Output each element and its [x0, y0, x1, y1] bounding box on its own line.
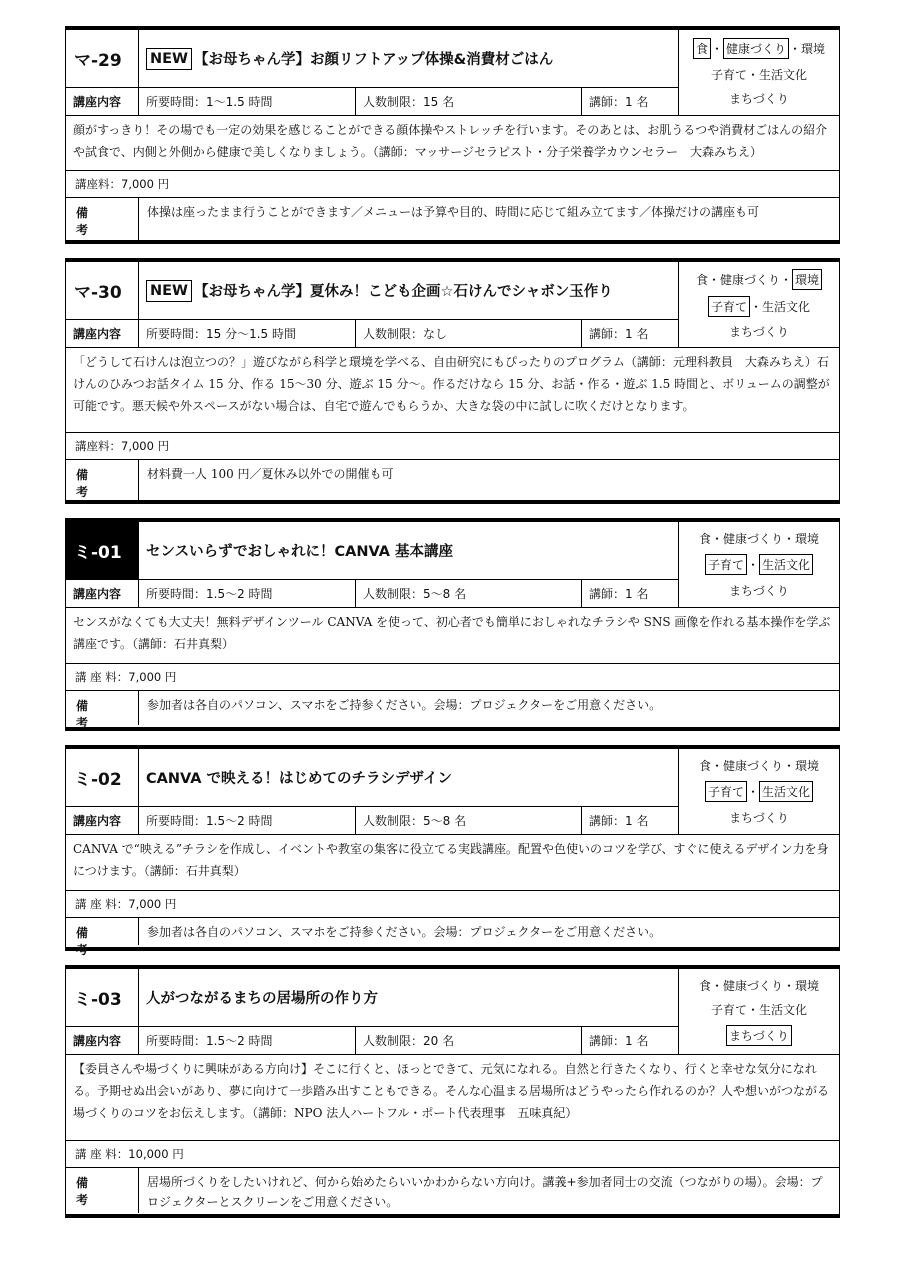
course-card-mi01 [65, 518, 840, 731]
capacity: 人数制限：15 名 [356, 88, 582, 115]
course-description: 「どうして石けんは泡立つの？」遊びながら科学と環境を学べる、自由研究にもぴったりのプログラム（講師：元理科教員 大森みちえ）石けんのひみつお話タイム 15 分、作る 15～30 分、遊ぶ 15 分～。作るだけなら 15 分、お話・作る・遊ぶ 1.5 時間と、ボリュームの調整が可能です。悪天候や外スペースがない場合は、自宅で遊んでもらうか、大きな袋の中に試しに吹くだけとなります。 [66, 348, 839, 433]
duration: 所要時間：15 分～1.5 時間 [139, 320, 356, 347]
tag-sep: ・ [710, 41, 723, 56]
duration: 所要時間：1.5～2 時間 [139, 1027, 356, 1054]
course-code: マ-30 [66, 262, 139, 319]
instructor-count: 講師：1 名 [582, 88, 679, 115]
new-badge: NEW [146, 280, 192, 302]
tag-food: 食 [693, 38, 711, 59]
course-title-text: 【お母ちゃん学】夏休み！こども企画☆石けんでシャボン玉作り [194, 284, 613, 300]
course-description: 【委員さんや場づくりに興味がある方向け】そこに行くと、ほっとできて、元気になれる。自然と行きたくなり、行くと幸せな気分になれる。予期せぬ出会いがあり、夢に向けて一歩踏み出すこともできる。そんな心温まる居場所はどうやったら作れるのか？人や想いがつながる場づくりのコツをお伝えします。（講師：NPO 法人ハートフル・ポート代表理事 五味真紀） [66, 1055, 839, 1141]
capacity: 人数制限：5～8 名 [356, 580, 582, 607]
course-code: ミ-02 [66, 749, 139, 806]
note-label: 備考 [66, 918, 139, 945]
tag-health: 健康づくり [723, 38, 789, 59]
tag-food-health-env: 食・健康づくり・環境 [698, 978, 819, 993]
course-card-ma29 [65, 26, 840, 244]
duration: 所要時間：1.5～2 時間 [139, 807, 356, 834]
course-title: 人がつながるまちの居場所の作り方 [146, 991, 378, 1007]
tag-food-health-env: 食・健康づくり・環境 [698, 758, 819, 773]
course-card-ma30 [65, 258, 840, 504]
course-code: ミ-03 [66, 969, 139, 1026]
course-fee: 講 座 料：7,000 円 [66, 664, 839, 691]
tag-food-health: 食・健康づくり・ [695, 273, 792, 287]
tag-sep: ・ [746, 784, 759, 799]
tag-life: 生活文化 [759, 781, 813, 802]
instructor-count: 講師：1 名 [582, 320, 679, 347]
course-fee: 講 座 料：10,000 円 [66, 1141, 839, 1168]
tag-community: まちづくり [729, 584, 789, 599]
content-label: 講座内容 [66, 580, 139, 607]
content-label: 講座内容 [66, 320, 139, 347]
tag-food-health-env: 食・健康づくり・環境 [698, 531, 819, 546]
duration: 所要時間：1.5～2 時間 [139, 580, 356, 607]
content-label: 講座内容 [66, 88, 139, 115]
course-title: CANVA で映える！はじめてのチラシデザイン [146, 771, 452, 787]
new-badge: NEW [146, 48, 192, 70]
note-text: 居場所づくりをしたいけれど、何から始めたらいいかわからない方向け。講義+参加者同士の交流（つながりの場）。会場：プロジェクターとスクリーンをご用意ください。 [147, 1175, 823, 1209]
course-title: センスいらずでおしゃれに！CANVA 基本講座 [146, 544, 454, 560]
content-label: 講座内容 [66, 807, 139, 834]
tag-life: ・生活文化 [750, 300, 811, 314]
tag-childcare-life: 子育て・生活文化 [710, 1002, 807, 1017]
content-label: 講座内容 [66, 1027, 139, 1054]
course-card-mi03 [65, 965, 840, 1218]
note-text: 参加者は各自のパソコン、スマホをご持参ください。会場：プロジェクターをご用意ください。 [147, 698, 662, 712]
instructor-count: 講師：1 名 [582, 807, 679, 834]
tag-sep: ・ [746, 557, 759, 572]
note-text: 材料費一人 100 円／夏休み以外での開催も可 [147, 467, 394, 481]
course-title-text: 【お母ちゃん学】お顔リフトアップ体操&消費材ごはん [194, 52, 554, 68]
course-fee: 講座料：7,000 円 [66, 433, 839, 460]
capacity: 人数制限：5～8 名 [356, 807, 582, 834]
course-code: ミ-01 [66, 522, 139, 579]
tag-env: 環境 [792, 269, 822, 290]
course-fee: 講座料：7,000 円 [66, 171, 839, 198]
note-label: 備考 [66, 198, 139, 240]
tag-community: まちづくり [729, 811, 789, 826]
instructor-count: 講師：1 名 [582, 1027, 679, 1054]
course-description: CANVA で“映える”チラシを作成し、イベントや教室の集客に役立てる実践講座。配置や色使いのコツを学び、すぐに使えるデザイン力を身につけます。（講師：石井真梨） [66, 835, 839, 891]
tag-community: まちづくり [729, 325, 789, 339]
course-card-mi02 [65, 745, 840, 957]
category-tags [678, 969, 839, 1055]
note-text: 体操は座ったまま行うことができます／メニューは予算や目的、時間に応じて組み立てます／体操だけの講座も可 [147, 205, 760, 219]
category-tags [678, 749, 839, 835]
category-tags [678, 262, 839, 348]
capacity: 人数制限：なし [356, 320, 582, 347]
course-description: センスがなくても大丈夫！無料デザインツール CANVA を使って、初心者でも簡単におしゃれなチラシや SNS 画像を作れる基本操作を学ぶ講座です。（講師：石井真梨） [66, 608, 839, 664]
course-description: 顔がすっきり！その場でも一定の効果を感じることができる顔体操やストレッチを行います。そのあとは、お肌うるつや消費材ごはんの紹介や試食で、内側と外側から健康で美しくなりましょう。（講師：マッサージセラピスト・分子栄養学カウンセラー 大森みちえ） [66, 116, 839, 171]
note-label: 備考 [66, 460, 139, 500]
tag-community: まちづくり [726, 1025, 792, 1046]
tag-community: まちづくり [729, 92, 789, 107]
capacity: 人数制限：20 名 [356, 1027, 582, 1054]
instructor-count: 講師：1 名 [582, 580, 679, 607]
category-tags [678, 522, 839, 608]
note-label: 備考 [66, 1168, 139, 1213]
course-code: マ-29 [66, 30, 139, 87]
tag-life: 生活文化 [759, 554, 813, 575]
tag-childcare: 子育て [705, 781, 747, 802]
category-tags [678, 30, 839, 116]
tag-childcare: 子育て [705, 554, 747, 575]
tag-childcare: 子育て [708, 296, 750, 317]
course-fee: 講 座 料：7,000 円 [66, 891, 839, 918]
tag-env: ・環境 [789, 41, 826, 56]
duration: 所要時間：1～1.5 時間 [139, 88, 356, 115]
tag-childcare-life: 子育て・生活文化 [710, 67, 807, 82]
note-label: 備考 [66, 691, 139, 725]
note-text: 参加者は各自のパソコン、スマホをご持参ください。会場：プロジェクターをご用意ください。 [147, 925, 662, 939]
